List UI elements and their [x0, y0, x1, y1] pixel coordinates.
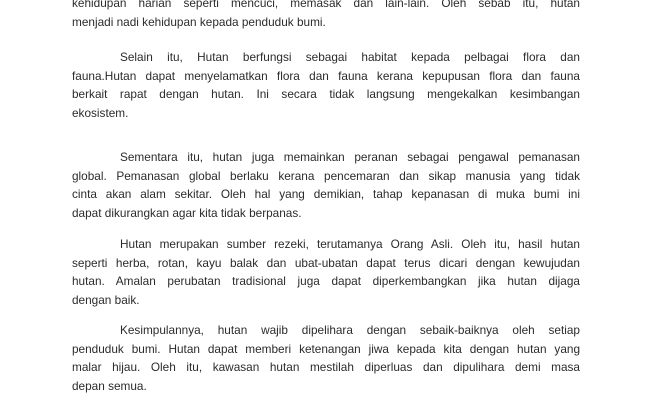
- paragraph-line: penduduk bumi. Hutan dapat memberi ketenangan jiwa kepada kita dengan hutan yang: [72, 341, 580, 356]
- paragraph-4: [72, 235, 580, 309]
- paragraph-line: Hutan merupakan sumber rezeki, terutamanya Orang Asli. Oleh itu, hasil hutan: [120, 237, 580, 251]
- paragraph-line: Sementara itu, hutan juga memainkan peranan sebagai pengawal pemanasan: [120, 150, 580, 164]
- paragraph-line: depan semua.: [72, 378, 147, 393]
- paragraph-line: global. Pemanasan global berlaku kerana pencemaran dan sikap manusia yang tidak: [72, 168, 580, 183]
- paragraph-3: [72, 148, 580, 222]
- paragraph-line: fauna.Hutan dapat menyelamatkan flora dan fauna kerana kepupusan flora dan fauna: [72, 68, 580, 83]
- paragraph-line: cinta akan alam sekitar. Oleh hal yang demikian, tahap kepanasan di muka bumi ini: [72, 187, 580, 201]
- paragraph-line: kehidupan harian seperti mencuci, memasak dan lain-lain. Oleh sebab itu, hutan: [72, 0, 580, 10]
- paragraph-line: Kesimpulannya, hutan wajib dipelihara dengan sebaik-baiknya oleh setiap: [120, 323, 580, 337]
- paragraph-line: seperti herba, rotan, kayu balak dan ubat-ubatan dapat terus dicari dengan kewujudan: [72, 255, 580, 270]
- paragraph-5: [72, 321, 580, 395]
- paragraph-line: dengan baik.: [72, 292, 140, 307]
- paragraph-line: menjadi nadi kehidupan kepada penduduk bumi.: [72, 14, 326, 29]
- paragraph-1: [72, 0, 580, 31]
- paragraph-line: Selain itu, Hutan berfungsi sebagai habitat kepada pelbagai flora dan: [120, 50, 580, 64]
- paragraph-line: malar hijau. Oleh itu, kawasan hutan mestilah diperluas dan dipulihara demi masa: [72, 360, 580, 374]
- paragraph-line: hutan. Amalan perubatan tradisional juga dapat diperkembangkan jika hutan dijaga: [72, 274, 580, 288]
- paragraph-line: dapat dikurangkan agar kita tidak berpanas.: [72, 205, 302, 220]
- paragraph-line: ekosistem.: [72, 105, 129, 120]
- paragraph-2: [72, 48, 580, 122]
- paragraph-line: berkait rapat dengan hutan. Ini secara tidak langsung mengekalkan kesimbangan: [72, 87, 580, 101]
